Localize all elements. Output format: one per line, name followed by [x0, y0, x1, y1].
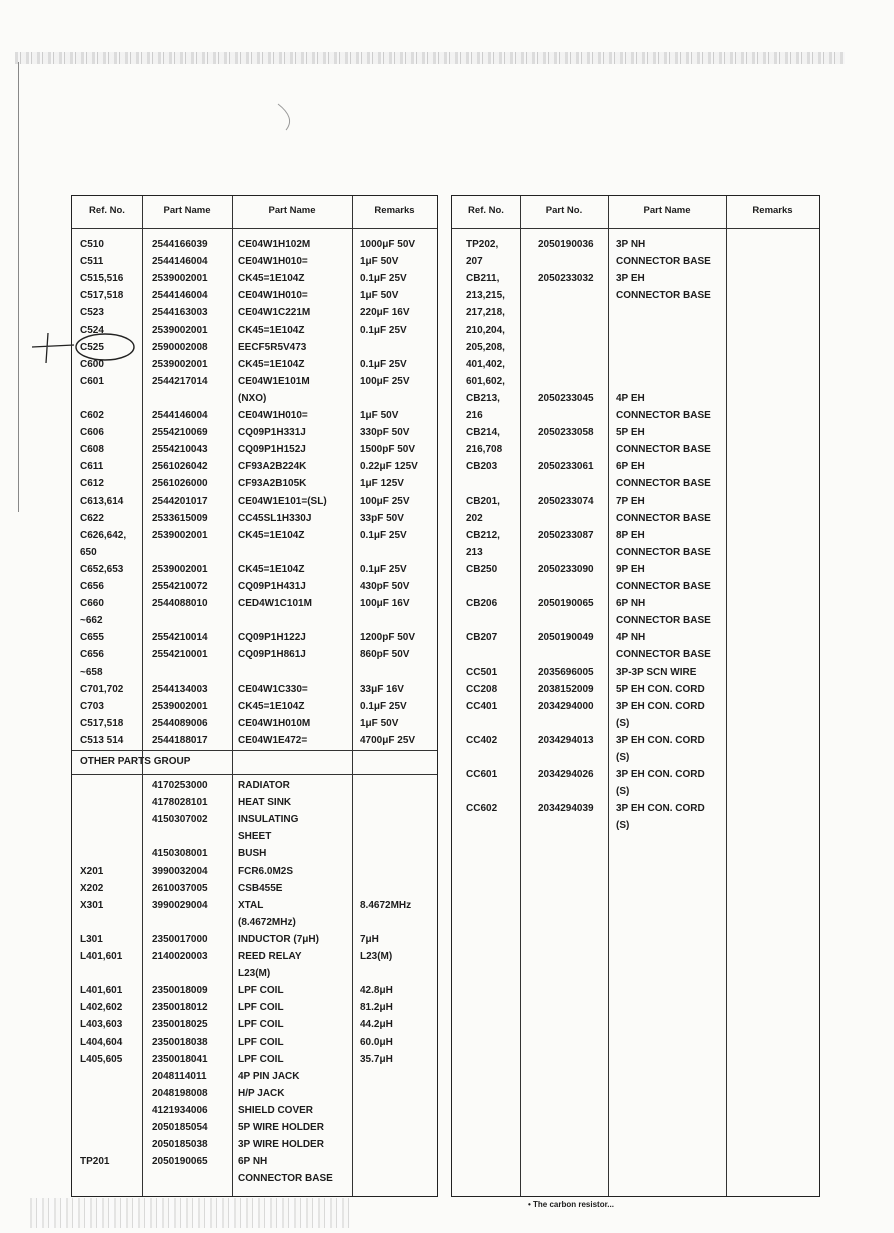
table-cell: L404,604	[80, 1036, 123, 1048]
table-cell: H/P JACK	[238, 1087, 285, 1099]
table-cell: 2034294026	[538, 769, 594, 781]
table-cell: 3990029004	[152, 899, 208, 911]
table-cell: CE04W1H102M	[238, 239, 311, 250]
table-cell: C510	[80, 239, 104, 250]
table-cell: L403,603	[80, 1019, 123, 1031]
table-cell: 4170253000	[152, 780, 208, 791]
table-cell: ~658	[80, 666, 103, 678]
table-cell: 216,708	[466, 444, 503, 456]
table-cell: ~662	[80, 615, 103, 627]
table-cell: (S)	[616, 752, 630, 763]
table-cell: L23(M)	[360, 951, 393, 962]
table-cell: 2544089006	[152, 717, 208, 729]
table-cell: CONNECTOR BASE	[616, 649, 711, 661]
header-ref-no: Ref. No.	[89, 205, 125, 216]
table-cell: 81.2μH	[360, 1002, 393, 1014]
column-divider	[142, 196, 143, 1196]
table-cell: 2539002001	[152, 700, 208, 712]
table-cell: 3990032004	[152, 865, 208, 877]
table-cell: 2350018009	[152, 985, 208, 997]
table-cell: 0.1μF 25V	[360, 358, 407, 370]
table-cell: CONNECTOR BASE	[616, 256, 711, 268]
table-cell: CK45=1E104Z	[238, 529, 305, 541]
table-cell: 2035696005	[538, 666, 594, 678]
table-cell: C517,518	[80, 290, 124, 302]
table-cell: 4P EH	[616, 392, 645, 404]
table-cell: 44.2μH	[360, 1019, 393, 1031]
table-cell: CE04W1H010M	[238, 717, 311, 729]
table-cell: 7μH	[360, 933, 379, 945]
table-cell: 5P EH	[616, 427, 645, 439]
group-label: OTHER PARTS GROUP	[80, 756, 191, 767]
table-cell: CC402	[466, 734, 498, 746]
header-divider	[452, 228, 819, 229]
table-cell: CE04W1C221M	[238, 307, 311, 319]
table-cell: 2610037005	[152, 882, 208, 894]
table-cell: INSULATING	[238, 814, 299, 826]
table-cell: C600	[80, 358, 104, 370]
table-cell: CC601	[466, 769, 498, 781]
table-cell: LPF COIL	[238, 1053, 284, 1065]
table-cell: 217,218,	[466, 307, 505, 319]
table-cell: CF93A2B105K	[238, 478, 307, 490]
table-cell: LPF COIL	[238, 1019, 284, 1031]
column-divider	[352, 196, 353, 1196]
table-cell: RADIATOR	[238, 780, 290, 791]
table-cell: C660	[80, 598, 104, 610]
table-cell: C655	[80, 632, 104, 644]
table-cell: CK45=1E104Z	[238, 563, 305, 575]
table-cell: 2539002001	[152, 324, 208, 336]
table-cell: 1200pF 50V	[360, 632, 416, 644]
table-cell: 2050233074	[538, 495, 594, 507]
table-cell: C611	[80, 461, 104, 473]
scan-noise-top	[15, 52, 845, 64]
table-cell: C511	[80, 256, 104, 268]
table-cell: 4178028101	[152, 797, 208, 809]
table-cell: 2544188017	[152, 734, 208, 746]
table-cell: CED4W1C101M	[238, 598, 312, 610]
table-cell: LPF COIL	[238, 985, 284, 997]
table-cell: 5P WIRE HOLDER	[238, 1122, 324, 1133]
table-cell: CC501	[466, 666, 498, 678]
table-cell: 35.7μH	[360, 1053, 393, 1065]
table-cell: L401,601	[80, 951, 123, 962]
table-cell: TP202,	[466, 239, 499, 250]
table-cell: SHEET	[238, 831, 272, 843]
table-cell: 4P NH	[616, 632, 646, 644]
table-cell: 2050233087	[538, 529, 594, 541]
table-cell: CQ09P1H122J	[238, 632, 306, 644]
left-parts-table	[71, 195, 438, 1197]
table-cell: 401,402,	[466, 358, 505, 370]
table-cell: 33μF 16V	[360, 683, 404, 695]
table-cell: 0.1μF 25V	[360, 324, 407, 336]
table-cell: CK45=1E104Z	[238, 324, 305, 336]
table-cell: 2350018038	[152, 1036, 208, 1048]
table-cell: 2038152009	[538, 683, 594, 695]
table-cell: C523	[80, 307, 104, 319]
table-cell: HEAT SINK	[238, 797, 292, 809]
table-cell: 0.1μF 25V	[360, 700, 407, 712]
table-cell: C602	[80, 410, 104, 421]
table-cell: 9P EH	[616, 563, 645, 575]
table-cell: 2050233045	[538, 392, 594, 404]
table-cell: X301	[80, 899, 104, 911]
table-cell: 2554210001	[152, 649, 208, 661]
table-cell: CE04W1H010=	[238, 256, 308, 268]
table-cell: 2544146004	[152, 290, 208, 302]
table-cell: 2350018025	[152, 1019, 208, 1031]
table-cell: CONNECTOR BASE	[616, 546, 711, 558]
table-cell: 2533615009	[152, 512, 208, 524]
table-cell: 2050233058	[538, 427, 594, 439]
table-cell: LPF COIL	[238, 1002, 284, 1014]
table-cell: CONNECTOR BASE	[616, 290, 711, 302]
table-cell: CC602	[466, 803, 498, 815]
table-cell: CB214,	[466, 427, 500, 439]
table-cell: 3P EH CON. CORD	[616, 734, 705, 746]
table-cell: 2544217014	[152, 375, 208, 387]
table-cell: CK45=1E104Z	[238, 700, 305, 712]
table-cell: LPF COIL	[238, 1036, 284, 1048]
table-cell: C652,653	[80, 563, 124, 575]
table-cell: C524	[80, 324, 104, 336]
table-cell: (S)	[616, 786, 630, 798]
header-part-name-2: Part Name	[268, 205, 316, 216]
table-cell: CE04W1E472=	[238, 734, 308, 746]
table-cell: C612	[80, 478, 104, 490]
table-cell: 2050233032	[538, 273, 594, 285]
table-cell: 2544163003	[152, 307, 208, 319]
scan-noise-bottom	[30, 1198, 350, 1228]
header-remarks: Remarks	[752, 205, 793, 216]
table-cell: 2050233061	[538, 461, 594, 473]
table-cell: 2554210014	[152, 632, 208, 644]
table-cell: 330pF 50V	[360, 427, 410, 439]
table-cell: 2050233090	[538, 563, 594, 575]
table-cell: CONNECTOR BASE	[616, 478, 711, 490]
table-cell: C622	[80, 512, 104, 524]
table-cell: CK45=1E104Z	[238, 358, 305, 370]
table-cell: 1500pF 50V	[360, 444, 416, 456]
table-cell: 0.1μF 25V	[360, 273, 407, 285]
table-cell: 2048114011	[152, 1070, 207, 1082]
table-cell: 5P EH CON. CORD	[616, 683, 705, 695]
table-cell: CQ09P1H431J	[238, 581, 306, 592]
header-divider	[72, 228, 437, 229]
table-cell: 4150308001	[152, 848, 208, 860]
table-cell: 100μF 25V	[360, 375, 410, 387]
table-cell: CE04W1E101M	[238, 375, 310, 387]
table-cell: 2050190065	[152, 1156, 208, 1168]
column-divider	[520, 196, 521, 1196]
right-parts-table	[451, 195, 820, 1197]
table-cell: CONNECTOR BASE	[238, 1173, 333, 1185]
table-cell: CONNECTOR BASE	[616, 581, 711, 592]
table-cell: 8P EH	[616, 529, 645, 541]
table-cell: C601	[80, 375, 104, 387]
table-cell: 2048198008	[152, 1087, 208, 1099]
table-cell: FCR6.0M2S	[238, 865, 294, 877]
table-cell: SHIELD COVER	[238, 1104, 314, 1116]
group-divider	[72, 750, 437, 751]
table-cell: 2539002001	[152, 358, 208, 370]
table-cell: CB206	[466, 598, 498, 610]
table-cell: 3P-3P SCN WIRE	[616, 666, 697, 678]
table-cell: CE04W1H010=	[238, 290, 308, 302]
table-cell: 3P NH	[616, 239, 646, 250]
table-cell: 2544146004	[152, 256, 208, 268]
table-cell: 2561026000	[152, 478, 208, 490]
table-cell: 60.0μH	[360, 1036, 393, 1048]
table-cell: CONNECTOR BASE	[616, 410, 711, 421]
table-cell: C525	[80, 341, 104, 353]
table-cell: C703	[80, 700, 104, 712]
header-part-no: Part No.	[545, 205, 583, 216]
table-cell: 213,215,	[466, 290, 505, 302]
table-cell: 202	[466, 512, 483, 524]
table-cell: 2050190036	[538, 239, 594, 250]
footnote: • The carbon resistor...	[528, 1200, 614, 1209]
table-cell: C613,614	[80, 495, 124, 507]
table-cell: CQ09P1H331J	[238, 427, 306, 439]
table-cell: CONNECTOR BASE	[616, 512, 711, 524]
table-cell: CQ09P1H152J	[238, 444, 306, 456]
table-cell: L23(M)	[238, 968, 271, 980]
table-cell: (8.4672MHz)	[238, 916, 296, 928]
table-cell: 650	[80, 546, 97, 558]
table-cell: 0.1μF 25V	[360, 563, 407, 575]
table-cell: 860pF 50V	[360, 649, 410, 661]
table-cell: CB212,	[466, 529, 500, 541]
table-cell: C513 514	[80, 734, 124, 746]
table-cell: 7P EH	[616, 495, 645, 507]
pencil-mark-icon	[250, 100, 310, 140]
table-cell: INDUCTOR (7μH)	[238, 933, 319, 945]
table-cell: CK45=1E104Z	[238, 273, 305, 285]
table-cell: 2539002001	[152, 563, 208, 575]
table-cell: 1μF 50V	[360, 410, 399, 421]
table-cell: XTAL	[238, 899, 264, 911]
table-cell: (S)	[616, 717, 630, 729]
table-cell: 2554210043	[152, 444, 208, 456]
table-cell: 6P NH	[238, 1156, 268, 1168]
table-cell: 213	[466, 546, 483, 558]
table-cell: 4700μF 25V	[360, 734, 416, 746]
table-cell: (NXO)	[238, 392, 267, 404]
table-cell: C656	[80, 581, 104, 592]
table-cell: C656	[80, 649, 104, 661]
table-cell: (S)	[616, 820, 630, 832]
page-edge-line	[18, 62, 19, 512]
table-cell: 1μF 50V	[360, 256, 399, 268]
header-ref-no: Ref. No.	[468, 205, 504, 216]
table-cell: 207	[466, 256, 483, 268]
table-cell: C515,516	[80, 273, 124, 285]
table-cell: C608	[80, 444, 104, 456]
table-cell: 2561026042	[152, 461, 208, 473]
table-cell: 0.22μF 125V	[360, 461, 418, 473]
header-part-name: Part Name	[163, 205, 211, 216]
table-cell: L405,605	[80, 1053, 123, 1065]
table-cell: 42.8μH	[360, 985, 393, 997]
table-cell: 0.1μF 25V	[360, 529, 407, 541]
table-cell: 2539002001	[152, 273, 208, 285]
table-cell: 216	[466, 410, 483, 421]
table-cell: C626,642,	[80, 529, 127, 541]
table-cell: 3P EH CON. CORD	[616, 700, 705, 712]
table-cell: 2034294039	[538, 803, 594, 815]
table-cell: C517,518	[80, 717, 124, 729]
table-cell: 8.4672MHz	[360, 899, 412, 911]
table-cell: 100μF 25V	[360, 495, 410, 507]
table-cell: 2544166039	[152, 239, 208, 250]
table-cell: C606	[80, 427, 104, 439]
table-cell: X202	[80, 882, 104, 894]
table-cell: 2554210069	[152, 427, 208, 439]
table-cell: 220μF 16V	[360, 307, 410, 319]
table-cell: 2544088010	[152, 598, 208, 610]
table-cell: 2050185054	[152, 1122, 208, 1133]
table-cell: 2050190049	[538, 632, 594, 644]
table-cell: 2544146004	[152, 410, 208, 421]
table-cell: L402,602	[80, 1002, 123, 1014]
table-cell: CONNECTOR BASE	[616, 615, 711, 627]
table-cell: 205,208,	[466, 341, 505, 353]
table-cell: 6P NH	[616, 598, 646, 610]
table-cell: 1000μF 50V	[360, 239, 416, 250]
table-cell: 2544134003	[152, 683, 208, 695]
table-cell: C701,702	[80, 683, 124, 695]
table-cell: 2590002008	[152, 341, 208, 353]
table-cell: 2140020003	[152, 951, 208, 962]
table-cell: CF93A2B224K	[238, 461, 307, 473]
table-cell: 4121934006	[152, 1104, 208, 1116]
table-cell: CB211,	[466, 273, 500, 285]
table-cell: EECF5R5V473	[238, 341, 307, 353]
table-cell: 2050185038	[152, 1139, 208, 1151]
table-cell: CB203	[466, 461, 498, 473]
table-cell: CB201,	[466, 495, 500, 507]
table-cell: X201	[80, 865, 104, 877]
table-cell: CE04W1E101=(SL)	[238, 495, 327, 507]
table-cell: L401,601	[80, 985, 123, 997]
group-divider	[72, 774, 437, 775]
table-cell: 1μF 125V	[360, 478, 404, 490]
table-cell: 2539002001	[152, 529, 208, 541]
table-cell: CB250	[466, 563, 498, 575]
table-cell: CC401	[466, 700, 498, 712]
table-cell: CB207	[466, 632, 498, 644]
table-cell: 2350018012	[152, 1002, 208, 1014]
table-cell: CQ09P1H861J	[238, 649, 306, 661]
table-cell: 2034294000	[538, 700, 594, 712]
table-cell: 3P WIRE HOLDER	[238, 1139, 324, 1151]
column-divider	[726, 196, 727, 1196]
table-cell: CE04W1H010=	[238, 410, 308, 421]
table-cell: 4150307002	[152, 814, 208, 826]
table-cell: 4P PIN JACK	[238, 1070, 300, 1082]
column-divider	[608, 196, 609, 1196]
table-cell: 601,602,	[466, 375, 505, 387]
table-cell: BUSH	[238, 848, 267, 860]
table-cell: 33pF 50V	[360, 512, 404, 524]
table-cell: CSB455E	[238, 882, 283, 894]
table-cell: CONNECTOR BASE	[616, 444, 711, 456]
table-cell: REED RELAY	[238, 951, 302, 962]
table-cell: CC45SL1H330J	[238, 512, 312, 524]
table-cell: 3P EH CON. CORD	[616, 769, 705, 781]
table-cell: 3P EH	[616, 273, 645, 285]
table-cell: 6P EH	[616, 461, 645, 473]
table-cell: 3P EH CON. CORD	[616, 803, 705, 815]
column-divider	[232, 196, 233, 1196]
table-cell: 100μF 16V	[360, 598, 410, 610]
header-part-name: Part Name	[643, 205, 691, 216]
table-cell: 2554210072	[152, 581, 208, 592]
table-cell: 2350018041	[152, 1053, 208, 1065]
table-cell: CE04W1C330=	[238, 683, 308, 695]
header-remarks: Remarks	[374, 205, 415, 216]
table-cell: CB213,	[466, 392, 500, 404]
table-cell: 1μF 50V	[360, 717, 399, 729]
table-cell: TP201	[80, 1156, 110, 1168]
table-cell: L301	[80, 933, 103, 945]
table-cell: 2050190065	[538, 598, 594, 610]
table-cell: 1μF 50V	[360, 290, 399, 302]
table-cell: 210,204,	[466, 324, 505, 336]
table-cell: 2544201017	[152, 495, 208, 507]
table-cell: CC208	[466, 683, 498, 695]
table-cell: 2350017000	[152, 933, 208, 945]
table-cell: 430pF 50V	[360, 581, 410, 592]
table-cell: 2034294013	[538, 734, 594, 746]
